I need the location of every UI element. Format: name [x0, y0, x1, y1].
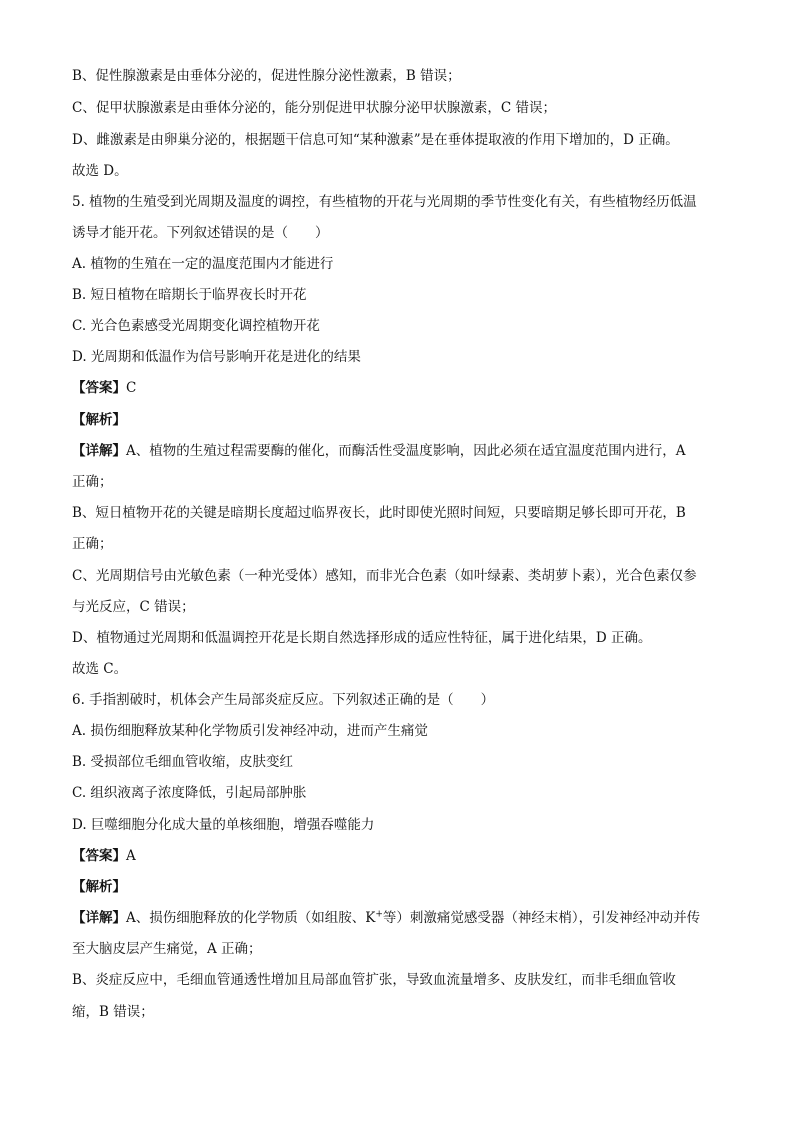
detail-tag: 【详解】: [72, 910, 126, 926]
q5-stem-line1: 5. 植物的生殖受到光周期及温度的调控，有些植物的开花与光周期的季节性变化有关，有些植物经历低温: [72, 194, 697, 210]
detail-text-pre: A、损伤细胞释放的化学物质（如组胺、K: [126, 910, 376, 926]
q5-detail-c-line2: 与光反应，C 错误；: [72, 599, 195, 615]
analysis-line-b: B、促性腺激素是由垂体分泌的，促进性腺分泌性激素，B 错误；: [72, 68, 461, 84]
q5-detail-b-line1: B、短日植物开花的关键是暗期长度超过临界夜长，此时即使光照时间短，只要暗期足够长即可开花，B: [72, 505, 686, 521]
conclusion-line: 故选 D。: [72, 163, 128, 179]
answer-tag: 【答案】: [72, 380, 126, 396]
detail-tag: 【详解】: [72, 443, 126, 459]
analysis-tag: 【解析】: [72, 412, 126, 428]
q5-answer-line: [72, 378, 732, 398]
q5-detail-a-line1: [72, 441, 732, 461]
q6-option-d: D. 巨噬细胞分化成大量的单核细胞，增强吞噬能力: [72, 817, 375, 833]
answer-tag: 【答案】: [72, 848, 126, 864]
analysis-line-d: D、雌激素是由卵巢分泌的，根据题干信息可知“某种激素”是在垂体提取液的作用下增加的，D 正确。: [72, 132, 679, 148]
q6-detail-a-line1: [72, 908, 732, 928]
q5-option-c: C. 光合色素感受光周期变化调控植物开花: [72, 318, 320, 334]
q5-option-b: B. 短日植物在暗期长于临界夜长时开花: [72, 287, 307, 303]
answer-value: C: [126, 380, 137, 396]
q5-detail-c-line1: C、光周期信号由光敏色素（一种光受体）感知，而非光合色素（如叶绿素、类胡萝卜素），光合色素仅参: [72, 568, 697, 584]
q5-stem-line2: 诱导才能开花。下列叙述错误的是（ ）: [72, 225, 329, 241]
q5-conclusion: 故选 C。: [72, 661, 128, 677]
q5-detail-b-line2: 正确；: [72, 536, 113, 552]
detail-text: A、植物的生殖过程需要酶的催化，而酶活性受温度影响，因此必须在适宜温度范围内进行，A: [126, 443, 686, 459]
q5-option-d: D. 光周期和低温作为信号影响开花是进化的结果: [72, 349, 361, 365]
ion-charge-superscript: +: [375, 909, 383, 920]
q6-option-c: C. 组织液离子浓度降低，引起局部肿胀: [72, 785, 307, 801]
q6-analysis-tag: [72, 877, 732, 897]
detail-text-post: 等）刺激痛觉感受器（神经末梢），引发神经冲动并传: [382, 910, 701, 926]
q6-option-a: A. 损伤细胞释放某种化学物质引发神经冲动，进而产生痛觉: [72, 723, 428, 739]
q6-stem: 6. 手指割破时，机体会产生局部炎症反应。下列叙述正确的是（ ）: [72, 692, 495, 708]
q5-option-a: A. 植物的生殖在一定的温度范围内才能进行: [72, 256, 334, 272]
analysis-line-c: C、促甲状腺激素是由垂体分泌的，能分别促进甲状腺分泌甲状腺激素，C 错误；: [72, 100, 556, 116]
q6-detail-b-line1: B、炎症反应中，毛细血管通透性增加且局部血管扩张，导致血流量增多、皮肤发红，而非毛细血管收: [72, 972, 676, 988]
q6-detail-b-line2: 缩，B 错误；: [72, 1004, 154, 1020]
q6-option-b: B. 受损部位毛细血管收缩，皮肤变红: [72, 754, 294, 770]
q5-detail-d: D、植物通过光周期和低温调控开花是长期自然选择形成的适应性特征，属于进化结果，D 正确。: [72, 630, 652, 646]
q6-answer-line: [72, 846, 732, 866]
q6-detail-a-line2: 至大脑皮层产生痛觉，A 正确；: [72, 941, 262, 957]
analysis-tag: 【解析】: [72, 879, 126, 895]
q5-analysis-tag: [72, 410, 732, 430]
q5-detail-a-line2: 正确；: [72, 474, 113, 490]
answer-value: A: [126, 848, 136, 864]
